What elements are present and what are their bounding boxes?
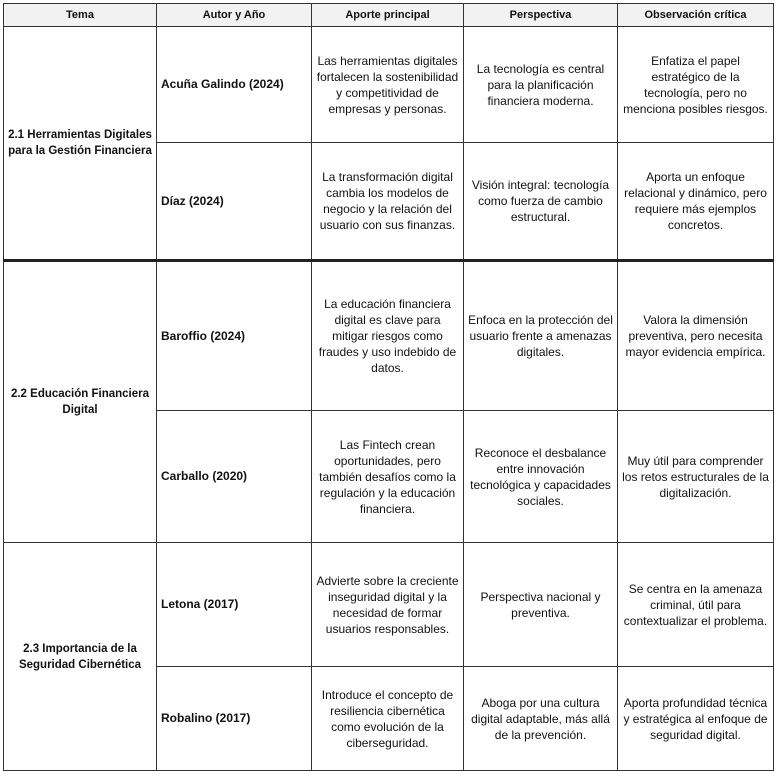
- tema-cell: 2.1 Herramientas Digitales para la Gestión Financiera: [4, 27, 157, 261]
- table-row: [4, 27, 774, 143]
- header-autor-ano: Autor y Año: [157, 4, 312, 27]
- observacion-cell: Aporta profundidad técnica y estratégica al enfoque de seguridad digital.: [618, 667, 774, 771]
- table-row: [4, 543, 774, 667]
- autor-cell: Baroffio (2024): [157, 261, 312, 411]
- autor-cell: Robalino (2017): [157, 667, 312, 771]
- perspectiva-cell: Visión integral: tecnología como fuerza de cambio estructural.: [464, 143, 618, 261]
- aporte-cell: Las Fintech crean oportunidades, pero también desafíos como la regulación y la educación financiera.: [312, 411, 464, 543]
- observacion-cell: Enfatiza el papel estratégico de la tecnología, pero no menciona posibles riesgos.: [618, 27, 774, 143]
- autor-cell: Carballo (2020): [157, 411, 312, 543]
- autor-cell: Letona (2017): [157, 543, 312, 667]
- table-row: [4, 261, 774, 411]
- observacion-cell: Se centra en la amenaza criminal, útil para contextualizar el problema.: [618, 543, 774, 667]
- observacion-cell: Aporta un enfoque relacional y dinámico, pero requiere más ejemplos concretos.: [618, 143, 774, 261]
- aporte-cell: Las herramientas digitales fortalecen la sostenibilidad y competitividad de empresas y personas.: [312, 27, 464, 143]
- header-aporte-principal: Aporte principal: [312, 4, 464, 27]
- aporte-cell: Introduce el concepto de resiliencia cibernética como evolución de la ciberseguridad.: [312, 667, 464, 771]
- perspectiva-cell: Enfoca en la protección del usuario frente a amenazas digitales.: [464, 261, 618, 411]
- perspectiva-cell: Reconoce el desbalance entre innovación tecnológica y capacidades sociales.: [464, 411, 618, 543]
- aporte-cell: Advierte sobre la creciente inseguridad digital y la necesidad de formar usuarios responsables.: [312, 543, 464, 667]
- tema-cell: 2.2 Educación Financiera Digital: [4, 261, 157, 543]
- autor-cell: Díaz (2024): [157, 143, 312, 261]
- observacion-cell: Valora la dimensión preventiva, pero necesita mayor evidencia empírica.: [618, 261, 774, 411]
- literature-review-table: [3, 3, 774, 771]
- header-tema: Tema: [4, 4, 157, 27]
- perspectiva-cell: Aboga por una cultura digital adaptable, más allá de la prevención.: [464, 667, 618, 771]
- autor-cell: Acuña Galindo (2024): [157, 27, 312, 143]
- perspectiva-cell: La tecnología es central para la planificación financiera moderna.: [464, 27, 618, 143]
- tema-cell: 2.3 Importancia de la Seguridad Cibernética: [4, 543, 157, 771]
- aporte-cell: La transformación digital cambia los modelos de negocio y la relación del usuario con sus finanzas.: [312, 143, 464, 261]
- header-observacion-critica: Observación crítica: [618, 4, 774, 27]
- table-header-row: [4, 4, 774, 27]
- perspectiva-cell: Perspectiva nacional y preventiva.: [464, 543, 618, 667]
- header-perspectiva: Perspectiva: [464, 4, 618, 27]
- observacion-cell: Muy útil para comprender los retos estructurales de la digitalización.: [618, 411, 774, 543]
- aporte-cell: La educación financiera digital es clave para mitigar riesgos como fraudes y uso indebido de datos.: [312, 261, 464, 411]
